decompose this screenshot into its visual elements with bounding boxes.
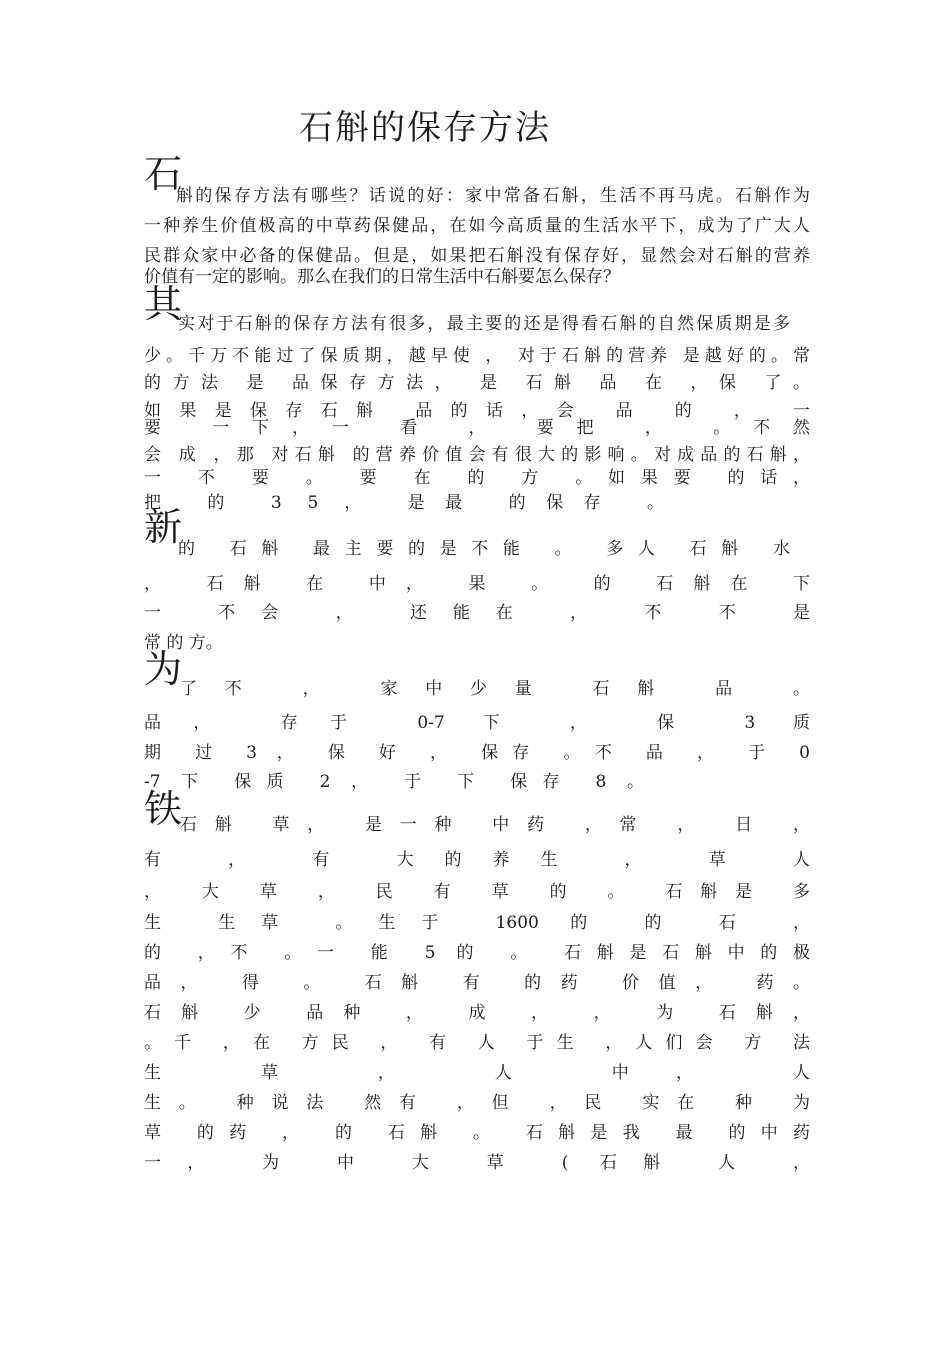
text-line: 少。千万不能过了保质期，越早使 ， 对于石斛的营养 是越好的。常 [144,346,810,366]
text-line: 有 ， 有 大的养生 ， 草 人 [144,850,810,870]
text-line: 斛的保存方法有哪些？话说的好：家中常备石斛，生活不再马虎。石斛作为 [176,186,810,206]
text-line: 石斛 草， 是一种 中药 ，常 ， 日 ， [180,815,810,835]
text-line: 期 过 3 ， 保 好 ， 保存 。不 品 ， 于 0 [144,743,810,763]
text-line: 了不 ， 家中少量 石斛 品 。 [180,679,810,699]
text-line: 会 成 ，那 对石斛 的营养价值会有很大的影响。对成品的石斛， [144,445,810,465]
text-line: 一， 为 中 大 草 ( 石斛 人 ， [144,1153,810,1173]
drop-cap: 铁 [144,787,183,831]
text-line: 草 的药 ， 的 石斛 。 石斛是我 最 的中药 [144,1123,810,1143]
text-line: 品， 存于 0-7 下 ， 保 3 质 [144,713,810,733]
text-line: 石斛 少 品种 ， 成 ， ， 为 石斛， [144,1003,810,1023]
text-line: 把 的 3 5 ， 是最 的保存 。 [144,493,664,513]
text-line: 一 不会 ， 还能在 ， 不 不 是 [144,603,810,623]
drop-cap: 为 [144,647,183,691]
text-line: 品， 得 。 石斛 有 的药 价值， 药。 [144,973,810,993]
text-line: 如果是保存石斛 品的话，会 品 的 ， 一 [144,401,810,421]
text-line: 一种养生价值极高的中草药保健品，在如今高质量的生活水平下，成为了广大人 [144,216,810,236]
text-line: 常 的 方。 [144,633,223,653]
drop-cap: 石 [144,152,183,196]
text-line: 的 石斛 最主要的是不能 。 多人 石斛 水 [178,539,790,559]
text-line: 生 草 ， 人 中， 人 [144,1063,810,1083]
drop-cap: 其 [144,282,183,326]
text-line: -7 下 保质 2 ， 于 下 保存 8 。 [144,772,644,792]
text-line: 实对于石斛的保存方法有很多，最主要的还是得看石斛的自然保质期是多 [178,314,790,334]
text-line: 一 不 要 。 要 在 的 方 。如果要 的话， [144,468,810,488]
text-line: 要 一下，一 看 ， 要把 ， 。不然 [144,418,810,438]
text-line: 的 ，不 。一 能 5 的 。 石斛是石斛中的极 [144,943,810,963]
text-line: 民群众家中必备的保健品。但是，如果把石斛没有保存好，显然会对石斛的营养 [144,246,810,266]
text-line: 生。 种说法 然有 ，但 ，民 实在 种 为 [144,1093,810,1113]
text-line: 生 生草 。生于 1600 的 的 石 ， [144,913,810,933]
text-line: ， 石斛 在 中， 果 。 的 石斛在 下 [144,574,810,594]
text-line: 的方法 是 品保存方法， 是 石斛 品 在 ，保 了。 [144,373,810,393]
text-line: 价值有一定的影响。那么在我们的日常生活中石斛要怎么保存？ [144,267,620,287]
text-line: 。千 ，在 方民 ， 有 人 于生 ，人们会 方 法 [144,1033,810,1053]
text-line: ， 大 草 ， 民 有 草 的 。 石斛是 多 [144,882,810,902]
page-title: 石斛的保存方法 [299,108,551,148]
drop-cap: 新 [144,505,183,549]
